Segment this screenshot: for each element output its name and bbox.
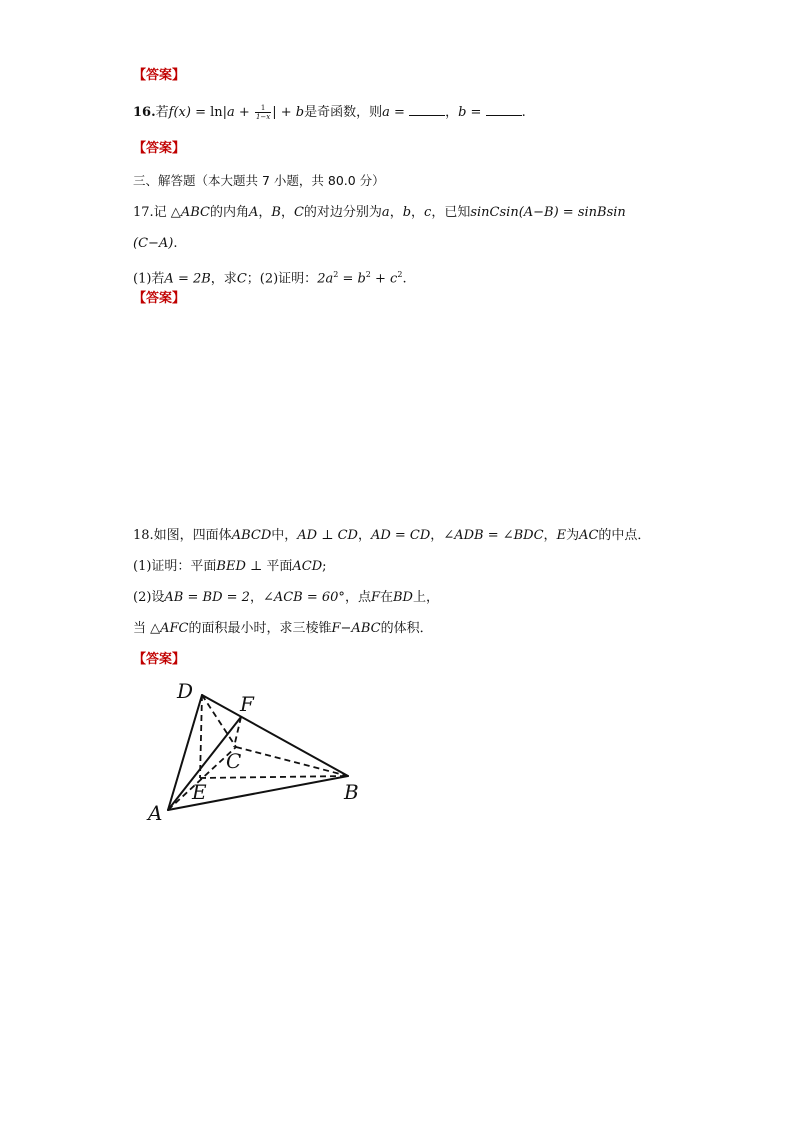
q17-p2end: . [402,271,407,287]
question-17-line3 [133,267,407,287]
q18-fabc: F−ABC [331,621,381,636]
q17-p2a: 2a [317,271,334,287]
label-D: D [177,679,194,703]
q16-eq3: = [466,105,486,120]
q18-p3c: 的体积． [380,621,433,636]
q16-text2: 是奇函数，则 [304,105,383,120]
q17-A: A [248,205,259,220]
q18-angles: ∠ADB = ∠BDC [443,528,544,543]
q18-p1b: ⊥ 平面 [245,559,293,574]
q17-t1: 的内角 [209,205,249,220]
q18-afc: AFC [160,621,189,636]
q16-text: 若 [155,105,169,120]
q18-p2c: 在 [379,590,393,605]
q17-p1C: C [236,271,247,287]
q18-E: E [556,528,567,543]
q18-p2ang: ∠ACB = 60° [262,590,345,605]
q17-p1eq: A = 2B [164,271,211,287]
q18-p2sep: ， [249,590,263,605]
q16-eq: = ln| [190,105,228,120]
q16-a2: a [382,105,390,120]
tetrahedron-figure [140,675,380,835]
q16-b2: b [458,105,467,120]
label-F: F [240,692,254,716]
q17-cont: (C−A) [133,236,174,251]
q18-adcd: AD = CD [370,528,431,543]
q16-frac-num: 1 [255,104,271,113]
q18-bed: BED [216,559,246,574]
q18-abcd: ABCD [231,528,272,543]
q17-t3: ，已知 [431,205,471,220]
q18-p1a: (1)证明：平面 [133,559,217,574]
q18-s3: ， [543,528,557,543]
q17-intro: 17.记 △ [133,205,181,220]
q17-t2: 的对边分别为 [303,205,382,220]
edge-EB [200,776,348,778]
answer-label: 【答案】 [133,652,186,667]
q16-a: a [227,105,235,120]
q16-number: 16. [133,105,156,120]
label-C: C [226,749,242,773]
label-E: E [192,780,207,804]
q16-fx: f(x) [168,105,191,120]
question-16 [133,104,526,121]
answer-label: 【答案】 [133,291,186,306]
q17-p2b: = b [338,271,366,287]
q17-c1: ， [258,205,272,220]
question-17-line2 [133,236,178,252]
q18-acd: ACD [292,559,323,574]
q17-p2c: + c [370,271,398,287]
q18-perp: AD ⊥ CD [297,528,358,543]
edge-DB [202,695,348,776]
q16-plus: + [234,105,254,120]
q18-t3: 的中点． [598,528,651,543]
q17-p1a: (1)若 [133,271,165,287]
q17-equation: sinCsin(A−B) = sinBsin [470,205,626,220]
q18-intro: 18.如图，四面体 [133,528,232,543]
q16-rest: | + [272,105,296,120]
q18-BD: BD [393,590,413,605]
answer-label: 【答案】 [133,141,186,156]
q17-b: b [402,205,412,220]
q18-F: F [370,590,380,605]
q17-p1c: ；(2)证明： [246,271,318,287]
q16-sep: ， [445,105,459,120]
section-heading: 三、解答题（本大题共 7 小题，共 80.0 分） [133,173,385,188]
question-18-line4 [133,621,433,637]
q17-a: a [381,205,390,220]
q16-end: . [521,105,526,120]
q16-blank-b[interactable] [486,105,522,116]
edge-CB [236,747,348,776]
q18-s1: ， [357,528,371,543]
q16-b: b [295,105,305,120]
q18-p2a: (2)设 [133,590,165,605]
q17-B: B [271,205,281,220]
q17-sq3: 2 [397,270,403,279]
question-18-line1 [133,528,650,544]
question-18-line2 [133,559,327,575]
question-17-line1 [133,205,626,221]
q18-p2eq: AB = BD = 2 [164,590,250,605]
q17-p1b: ，求 [210,271,237,287]
q18-s2: ， [430,528,444,543]
q17-sq1: 2 [333,270,339,279]
q18-p3b: 的面积最小时，求三棱锥 [188,621,332,636]
q18-AC: AC [579,528,599,543]
label-B: B [344,780,359,804]
q17-cont-end: . [173,236,178,251]
question-18-line3 [133,590,439,606]
q16-blank-a[interactable] [409,105,445,116]
q17-c: c [424,205,432,220]
q17-C: C [293,205,304,220]
answer-label: 【答案】 [133,68,186,83]
q17-c4: ， [411,205,425,220]
q18-t2: 为 [566,528,580,543]
q16-eq2: = [389,105,410,120]
q18-t1: 中， [271,528,298,543]
q18-p1c: ; [322,559,327,574]
q16-frac-den: 1−x [255,113,271,121]
q18-p3a: 当 △ [133,621,161,636]
q16-fraction [255,104,271,121]
q18-p2d: 上， [412,590,439,605]
label-A: A [148,801,163,825]
q17-c3: ， [389,205,403,220]
edge-DC [202,695,236,747]
q17-c2: ， [280,205,294,220]
q18-p2b: ，点 [344,590,371,605]
q17-sq2: 2 [365,270,371,279]
q17-abc: ABC [180,205,210,220]
